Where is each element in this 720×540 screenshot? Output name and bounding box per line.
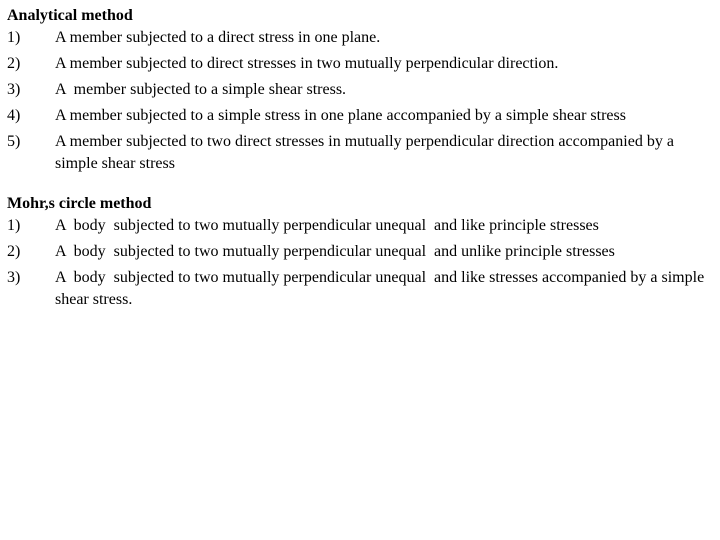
list-item-number: 4) [7, 107, 21, 124]
list-item-text: A member subjected to two direct stresses in mutually perpendicular direction accompanied by a simple shear stress [55, 133, 678, 172]
list-item [7, 131, 713, 175]
mohrs-circle-section [7, 193, 713, 311]
list-item [7, 267, 713, 311]
mohrs-circle-heading: Mohr,s circle method [7, 195, 152, 212]
list-item-text: A member subjected to direct stresses in two mutually perpendicular direction. [55, 55, 559, 72]
list-item [7, 53, 713, 75]
list-item-text: A member subjected to a simple stress in one plane accompanied by a simple shear stress [55, 107, 626, 124]
list-item [7, 215, 713, 237]
list-item-text: A member subjected to a direct stress in one plane. [55, 29, 381, 46]
analytical-method-heading: Analytical method [7, 7, 133, 24]
list-item [7, 105, 713, 127]
list-item-number: 3) [7, 81, 21, 98]
list-item [7, 241, 713, 263]
document-page [7, 5, 713, 315]
list-item [7, 79, 713, 101]
list-item-text: A body subjected to two mutually perpendicular unequal and like stresses accompanied by a simple shear stress. [55, 269, 709, 308]
list-item-number: 5) [7, 133, 21, 150]
list-item-number: 2) [7, 243, 21, 260]
analytical-method-list [7, 27, 713, 175]
list-item-text: A member subjected to a simple shear stress. [55, 81, 347, 98]
list-item-number: 3) [7, 269, 21, 286]
list-item-text: A body subjected to two mutually perpendicular unequal and unlike principle stresses [55, 243, 615, 260]
mohrs-circle-list [7, 215, 713, 311]
list-item-number: 1) [7, 29, 21, 46]
list-item-text: A body subjected to two mutually perpendicular unequal and like principle stresses [55, 217, 599, 234]
list-item-number: 1) [7, 217, 21, 234]
list-item-number: 2) [7, 55, 21, 72]
analytical-method-section [7, 5, 713, 175]
list-item [7, 27, 713, 49]
